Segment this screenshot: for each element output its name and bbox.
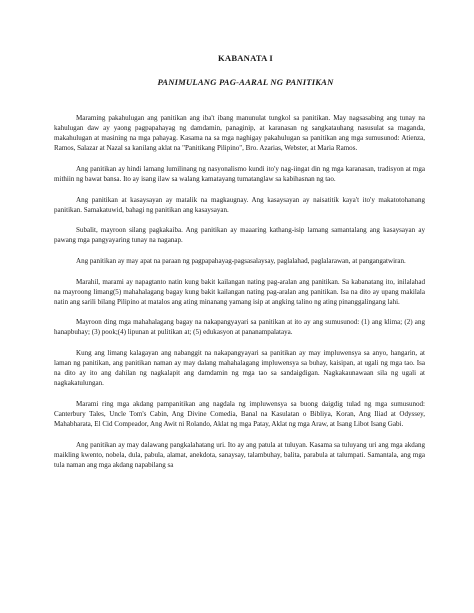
chapter-label: KABANATA I bbox=[218, 53, 273, 63]
paragraph-6: Marahil, marami ay napagtanto natin kung bakit kailangan nating pag-aralan ang panitikan. Sa kabanatang ito, inilalahad na mayroong limang(5) mahahalagang bagay kung bakit kailangan nating pag-aralan ang panitikan. Isa na dito ay upang makilala natin ang sarili bilang Pilipino at matalos ang ating minanang yamang isip at angking talino ng ating pinanggalingang lahi. bbox=[54, 277, 425, 306]
paragraph-1: Maraming pakahulugan ang panitikan ang iba't ibang manunulat tungkol sa panitikan. May nagsasabing ang tunay na kahulugan daw ay yaong pagpapahayag ng damdamin, panaginip, at karanasan ng sangkatauhang nasusulat sa maganda, makahulugan at masining na mga pahayag. Kasama na sa mga naghigay pakahulugan sa panitikan ang mga sumusunod: Atienza, Ramos, Salazar at Nazal sa kanilang aklat na "Panitikang Pilipino", Bro. Azarias, Webster, at Maria Ramos. bbox=[54, 114, 425, 153]
paragraph-4: Subalit, mayroon silang pagkakaiba. Ang panitikan ay maaaring kathang-isip lamang samantalang ang kasaysayan ay pawang mga pangyayaring tunay na naganap. bbox=[54, 226, 425, 245]
paragraph-9: Marami ring mga akdang pampanitikan ang nagdala ng impluwensya sa buong daigdig tulad ng mga sumusunod: Canterbury Tales, Uncle Tom's Cabin, Ang Divine Comedia, Banal na Kasulatan o Bibliya, Koran, Ang Iliad at Odyssey, Mahabharata, El Cid Compeador, Ang Awit ni Rolando, Aklat ng mga Patay, Aklat ng mga Araw, at Isang Libot Isang Gabi. bbox=[54, 399, 425, 429]
paragraph-3: Ang panitikan at kasaysayan ay matalik na magkaugnay. Ang kasaysayan ay naisatitik kaya't ito'y makatotohanang panitikan. Samakatuwid, bahagi ng panitikan ang kasaysayan. bbox=[54, 195, 425, 214]
paragraph-5: Ang panitikan ay may apat na paraan ng pagpapahayag-pagsasalaysay, paglalahad, paglalarawan, at pangangatwiran. bbox=[76, 256, 406, 265]
chapter-title: PANIMULANG PAG-AARAL NG PANITIKAN bbox=[157, 77, 334, 87]
paragraph-2: Ang panitikan ay hindi lamang lumilinang ng nasyonalismo kundi ito'y nag-iingat din ng mga karanasan, tradisyon at mga mithiin ng bawat bansa. Ito ay isang ilaw sa walang kamatayang tumatanglaw sa kabihasnan ng tao. bbox=[54, 164, 425, 183]
paragraph-7: Mayroon ding mga mahahalagang bagay na nakapangyayari sa panitikan at ito ay ang sumusunod: (1) ang klima; (2) ang hanapbuhay; (3) pook;(4) lipunan at pulitikan at; (5) edukasyon at pananampalataya. bbox=[54, 318, 425, 337]
paragraph-10: Ang panitikan ay may dalawang pangkalahatang uri. Ito ay ang patula at tuluyan. Kasama sa tuluyang uri ang mga akdang maikling kwento, nobela, dula, pabula, alamat, anekdota, sanaysay, talambuhay, balita, parabula at talumpati. Samantala, ang mga tula naman ang mga akdang napabilang sa bbox=[54, 440, 425, 469]
paragraph-8: Kung ang limang kalagayan ang nabanggit na nakapangyayari sa panitikan ay may impluwensya sa anyo, hangarin, at laman ng panitikan, ang panitikan naman ay may dalang mahahalagang impluwensya sa buhay, kaisipan, at ugali ng mga tao. Isa na dito ay ito ang dahilan ng nagkalapit ang damdamin ng mga tao sa sandaigdigan. Nagkakaunawaan sila ng ugali at nagkakatulungan. bbox=[54, 349, 425, 388]
